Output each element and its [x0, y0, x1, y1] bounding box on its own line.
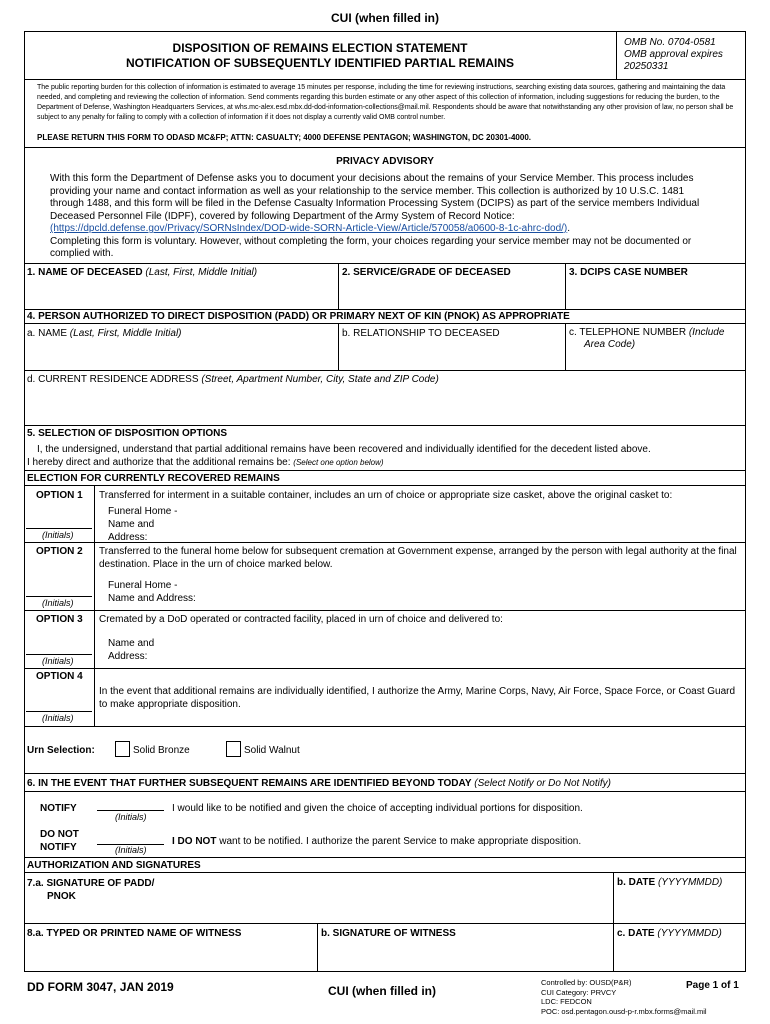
solid-bronze-checkbox[interactable] [115, 741, 130, 757]
page-number: Page 1 of 1 [686, 980, 739, 991]
notify-initials-field[interactable] [97, 797, 164, 810]
telephone-label: c. TELEPHONE NUMBER (Include Area Code) [569, 327, 725, 350]
burden-statement: The public reporting burden for this collection of information is estimated to average 15 minutes per response, including the time for reviewing instructions, searching existing data sources, gathering and maintaining the data needed, and completing and reviewing the collection of information. Send comments regarding this burden estimate or any other aspect of this collection of information, including suggestions for reducing the burden, to the Department of Defense, Washington Headquarters Services, at whs.mc-alex.esd.mbx.dd-dod-information-collections@mail.mil. Respondents should be aware that notwithstanding any other provision of law, no person shall be subject to any penalty for failing to comply with a collection of information if it does not display a currently valid OMB control number. [37, 84, 734, 121]
cui-controlled-block [541, 978, 707, 1016]
do-not-notify-text: I DO NOT want to be notified. I authorize the parent Service to make appropriate disposition. [172, 836, 582, 847]
solid-walnut-label: Solid Walnut [244, 745, 300, 756]
do-not-notify-label: DO NOT NOTIFY [40, 829, 79, 853]
name-of-deceased-label: 1. NAME OF DECEASED (Last, First, Middle Initial) [27, 267, 258, 278]
option-4-initials-field[interactable] [26, 685, 92, 711]
form-title [24, 41, 616, 71]
option-2-address-labels: Funeral Home - Name and Address: [108, 580, 196, 604]
option-3-initials-label: (Initials) [42, 656, 74, 666]
solid-bronze-label: Solid Bronze [133, 745, 190, 756]
relationship-label: b. RELATIONSHIP TO DECEASED [342, 328, 500, 339]
privacy-advisory-text [50, 173, 740, 261]
residence-address-field[interactable] [26, 388, 744, 423]
privacy-line: through 1488, and this form will be filed in the Defense Casualty Information Processing System (DCIPS) as part of the service members Individual [50, 198, 700, 209]
privacy-line: Deceased Personnel File (IDPF), covered by following Department of the Army System of Record Notice: [50, 210, 515, 222]
do-not-notify-initials-field[interactable] [97, 831, 164, 844]
dcips-case-number-field[interactable] [567, 281, 744, 307]
omb-block [624, 37, 723, 73]
option-2-initials-field[interactable] [26, 570, 92, 596]
witness-signature-field[interactable] [319, 942, 611, 970]
section-5-statement: I, the undersigned, understand that partial additional remains have been recovered and individually identified for the decedent listed above. [37, 444, 651, 455]
option-2-funeral-home-field[interactable] [200, 576, 740, 608]
omb-date: 20250331 [624, 61, 669, 72]
option-1-initials-field[interactable] [26, 503, 92, 528]
solid-walnut-checkbox[interactable] [226, 741, 241, 757]
notify-label: NOTIFY [40, 803, 77, 814]
option-1-label: OPTION 1 [36, 490, 83, 501]
name-of-deceased-field[interactable] [26, 281, 336, 307]
option-2-label: OPTION 2 [36, 546, 83, 557]
witness-date-label: c. DATE (YYYYMMDD) [617, 928, 722, 939]
section-6-title: 6. IN THE EVENT THAT FURTHER SUBSEQUENT REMAINS ARE IDENTIFIED BEYOND TODAY (Select Notify or Do Not Notify) [27, 778, 611, 789]
urn-selection-label: Urn Selection: [27, 745, 95, 756]
cui-top-marking: CUI (when filled in) [331, 11, 439, 25]
option-2-initials-label: (Initials) [42, 598, 74, 608]
padd-name-field[interactable] [26, 342, 336, 368]
padd-signature-field[interactable] [100, 892, 610, 922]
notify-text: I would like to be notified and given the choice of accepting individual portions for disposition. [172, 803, 583, 814]
sorn-link[interactable]: (https://dpcld.defense.gov/Privacy/SORNsIndex/DOD-wide-SORN-Article-View/Article/570058/a0600-8-1c-ahrc-dod/) [50, 223, 568, 234]
telephone-field[interactable] [567, 350, 744, 368]
poc: POC: osd.pentagon.ousd-p-r.mbx.forms@mail.mil [541, 1006, 707, 1016]
option-3-address-labels: Name and Address: [108, 638, 155, 662]
do-not-notify-initials-label: (Initials) [115, 845, 147, 855]
omb-approval: OMB approval expires [624, 49, 723, 60]
return-address: PLEASE RETURN THIS FORM TO ODASD MC&FP; ATTN: CASUALTY; 4000 DEFENSE PENTAGON; WASHINGTON, DC 20301-4000. [37, 133, 531, 142]
option-1-address-labels: Funeral Home - Name and Address: [108, 506, 178, 543]
form-id: DD FORM 3047, JAN 2019 [27, 980, 174, 994]
option-4-label: OPTION 4 [36, 671, 83, 682]
privacy-line: providing your name and contact information as well as your relationship to the service member. This collection is authorized by 10 U.S.C. 1481 [50, 185, 685, 197]
section-5-direction: I hereby direct and authorize that the additional remains be: (Select one option below) [27, 457, 384, 468]
option-4-text: In the event that additional remains are individually identified, I authorize the Army, Marine Corps, Navy, Air Force, Space Force, or Coast Guard to make appropriate disposition. [99, 686, 736, 710]
controlled-by: Controlled by: OUSD(P&R) [541, 978, 632, 987]
witness-name-field[interactable] [26, 942, 316, 970]
witness-date-field[interactable] [615, 942, 744, 970]
authorization-title: AUTHORIZATION AND SIGNATURES [27, 860, 201, 871]
omb-number: OMB No. 0704-0581 [624, 37, 716, 48]
option-3-initials-field[interactable] [26, 628, 92, 654]
residence-address-label: d. CURRENT RESIDENCE ADDRESS (Street, Apartment Number, City, State and ZIP Code) [27, 374, 439, 385]
padd-signature-label: 7.a. SIGNATURE OF PADD/ PNOK [27, 878, 155, 902]
section-4-title: 4. PERSON AUTHORIZED TO DIRECT DISPOSITION (PADD) OR PRIMARY NEXT OF KIN (PNOK) AS APPROPRIATE [27, 311, 570, 322]
ldc: LDC: FEDCON [541, 997, 592, 1006]
form-title-line-1: DISPOSITION OF REMAINS ELECTION STATEMENT [172, 41, 468, 55]
cui-category: CUI Category: PRVCY [541, 987, 617, 997]
privacy-line: Completing this form is voluntary. However, without completing the form, your choices regarding your service member may not be documented or [50, 235, 692, 247]
form-title-line-2: NOTIFICATION OF SUBSEQUENTLY IDENTIFIED PARTIAL REMAINS [125, 56, 515, 70]
option-3-address-field[interactable] [160, 632, 740, 666]
witness-signature-label: b. SIGNATURE OF WITNESS [321, 928, 456, 939]
election-title: ELECTION FOR CURRENTLY RECOVERED REMAINS [27, 473, 280, 484]
option-1-initials-label: (Initials) [42, 530, 74, 540]
link-period: . [567, 223, 571, 234]
option-1-funeral-home-field[interactable] [190, 503, 740, 541]
dcips-case-number-label: 3. DCIPS CASE NUMBER [569, 267, 688, 278]
option-3-label: OPTION 3 [36, 614, 83, 625]
signature-date-field[interactable] [615, 892, 744, 922]
signature-date-label: b. DATE (YYYYMMDD) [617, 877, 723, 888]
service-grade-field[interactable] [340, 281, 563, 307]
section-5-title: 5. SELECTION OF DISPOSITION OPTIONS [27, 428, 228, 439]
relationship-field[interactable] [340, 342, 563, 368]
option-2-text: Transferred to the funeral home below for subsequent cremation at Government expense, arranged by the person with legal authority at the final destination. Place in the urn of choice marked below. [99, 546, 737, 570]
privacy-title: PRIVACY ADVISORY [336, 156, 434, 167]
notify-initials-label: (Initials) [115, 812, 147, 822]
option-3-text: Cremated by a DoD operated or contracted facility, placed in urn of choice and delivered to: [99, 614, 503, 625]
option-1-text: Transferred for interment in a suitable container, includes an urn of choice or appropriate size casket, above the original casket to: [99, 490, 673, 501]
option-4-initials-label: (Initials) [42, 713, 74, 723]
witness-name-label: 8.a. TYPED OR PRINTED NAME OF WITNESS [27, 928, 242, 939]
privacy-line: complied with. [50, 248, 114, 259]
padd-name-label: a. NAME (Last, First, Middle Initial) [27, 328, 182, 339]
privacy-line: With this form the Department of Defense asks you to document your decisions about the remains of your Service Member. This process includes [50, 173, 694, 184]
service-grade-label: 2. SERVICE/GRADE OF DECEASED [342, 267, 511, 278]
cui-bottom-marking: CUI (when filled in) [328, 984, 436, 998]
